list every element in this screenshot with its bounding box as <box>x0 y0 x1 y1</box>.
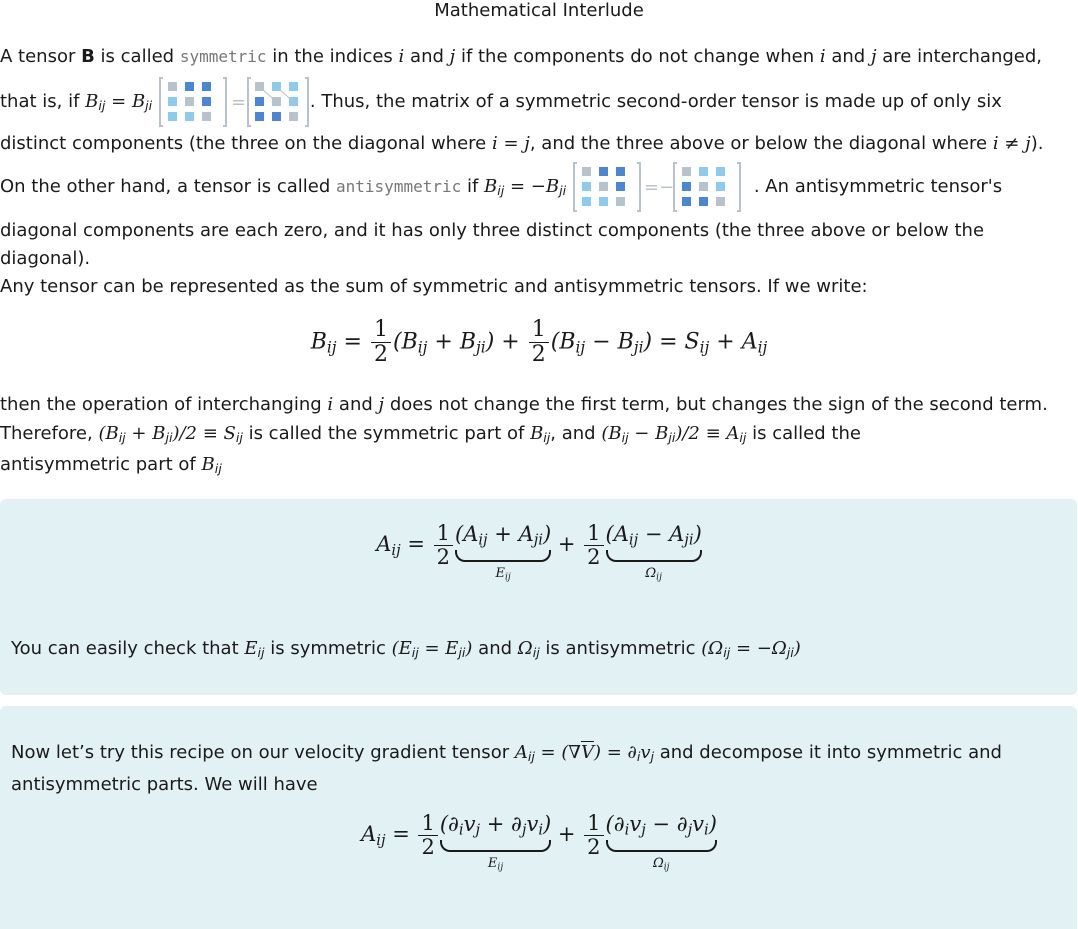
box2-text-line1: Now let’s try this recipe on our velocity gradient tensor $A_{ij} = (\nabla\overline{V}) = \partial_iv_j$ and decompose it into symmetric and <box>11 742 1002 765</box>
underbrace-E: $(A_{ij} + A_{ji})$ $E_{ij}$ <box>455 522 552 582</box>
paragraph-antisymmetric-line1: On the other hand, a tensor is called antisymmetric if $B_{ij} = -B_{ji}$ =− . An antisymmetric tensor's <box>0 161 1075 216</box>
paragraph-symmetric-line1: A tensor B is called symmetric in the indices i and j if the components do not change when i and j are interchanged, <box>0 46 1043 67</box>
paragraph-antisymmetric-line2: diagonal components are each zero, and it has only three distinct components (the three above or below the <box>0 220 985 241</box>
svg-text:=−: =− <box>643 177 675 198</box>
symmetric-matrix-icon <box>159 76 309 128</box>
paragraph-antisymmetric-line3: diagonal). <box>0 248 91 269</box>
decomposition-equation: $B_{ij}$ = $\frac{1}{2}$ $(B_{ij} + B_{ji})$ + $\frac{1}{2}$ $(B_{ij} - B_{ji}) = S_{ij} + A_{ij}$ <box>310 317 768 368</box>
box2-equation: $A_{ij}$ = $\frac{1}{2}$ $(\partial_iv_j + \partial_jv_i)$ $E_{ij}$ + $\frac{1}{2}$ $(\partial_iv_j - \partial_jv_i)$ $\Omega_{ij}$ <box>361 811 717 872</box>
antisymmetric-matrix-icon <box>573 161 753 213</box>
box1-equation: $A_{ij}$ = $\frac{1}{2}$ $(A_{ij} + A_{ji})$ $E_{ij}$ + $\frac{1}{2}$ $(A_{ij} - A_{ji})$ $\Omega_{ij}$ <box>376 521 702 582</box>
box2-text-line2: antisymmetric parts. We will have <box>11 774 318 795</box>
paragraph-interchange-line2: Therefore, $(B_{ij} + B_{ji})/2 \equiv S_{ij}$ is called the symmetric part of $B_{ij}$, and $(B_{ij} - B_{ji})/2 \equiv A_{ij}$ is called the <box>0 423 861 446</box>
antisymmetric-link[interactable]: antisymmetric <box>336 177 462 196</box>
paragraph-decomposition-intro: Any tensor can be represented as the sum of symmetric and antisymmetric tensors. If we write: <box>0 276 868 297</box>
underbrace-E-velocity: $(\partial_iv_j + \partial_jv_i)$ $E_{ij}$ <box>439 812 552 872</box>
underbrace-omega-velocity: $(\partial_iv_j - \partial_jv_i)$ $\Omega_{ij}$ <box>605 812 717 872</box>
svg-text:=: = <box>230 92 246 113</box>
symmetric-link[interactable]: symmetric <box>179 47 267 66</box>
page-title: Mathematical Interlude <box>434 0 644 21</box>
paragraph-symmetric-line3: distinct components (the three on the diagonal where i = j, and the three above or below the diagonal where i ≠ j). <box>0 133 1044 154</box>
underbrace-omega: $(A_{ij} - A_{ji})$ $\Omega_{ij}$ <box>605 522 702 582</box>
paragraph-interchange-line1: then the operation of interchanging i and j does not change the first term, but changes the sign of the second term. <box>0 394 1048 415</box>
paragraph-symmetric-line2: that is, if $B_{ij} = B_{ji}$ = . Thus, the matrix of a symmetric second-order tensor is made up of only six <box>0 76 1075 129</box>
paragraph-interchange-line3: antisymmetric part of $B_{ij}$ <box>0 454 222 477</box>
box1-check-text: You can easily check that $E_{ij}$ is symmetric $(E_{ij} = E_{ji})$ and $\Omega_{ij}$ is antisymmetric $(\Omega_{ij} = -\Omega_{ji})$ <box>11 638 801 661</box>
